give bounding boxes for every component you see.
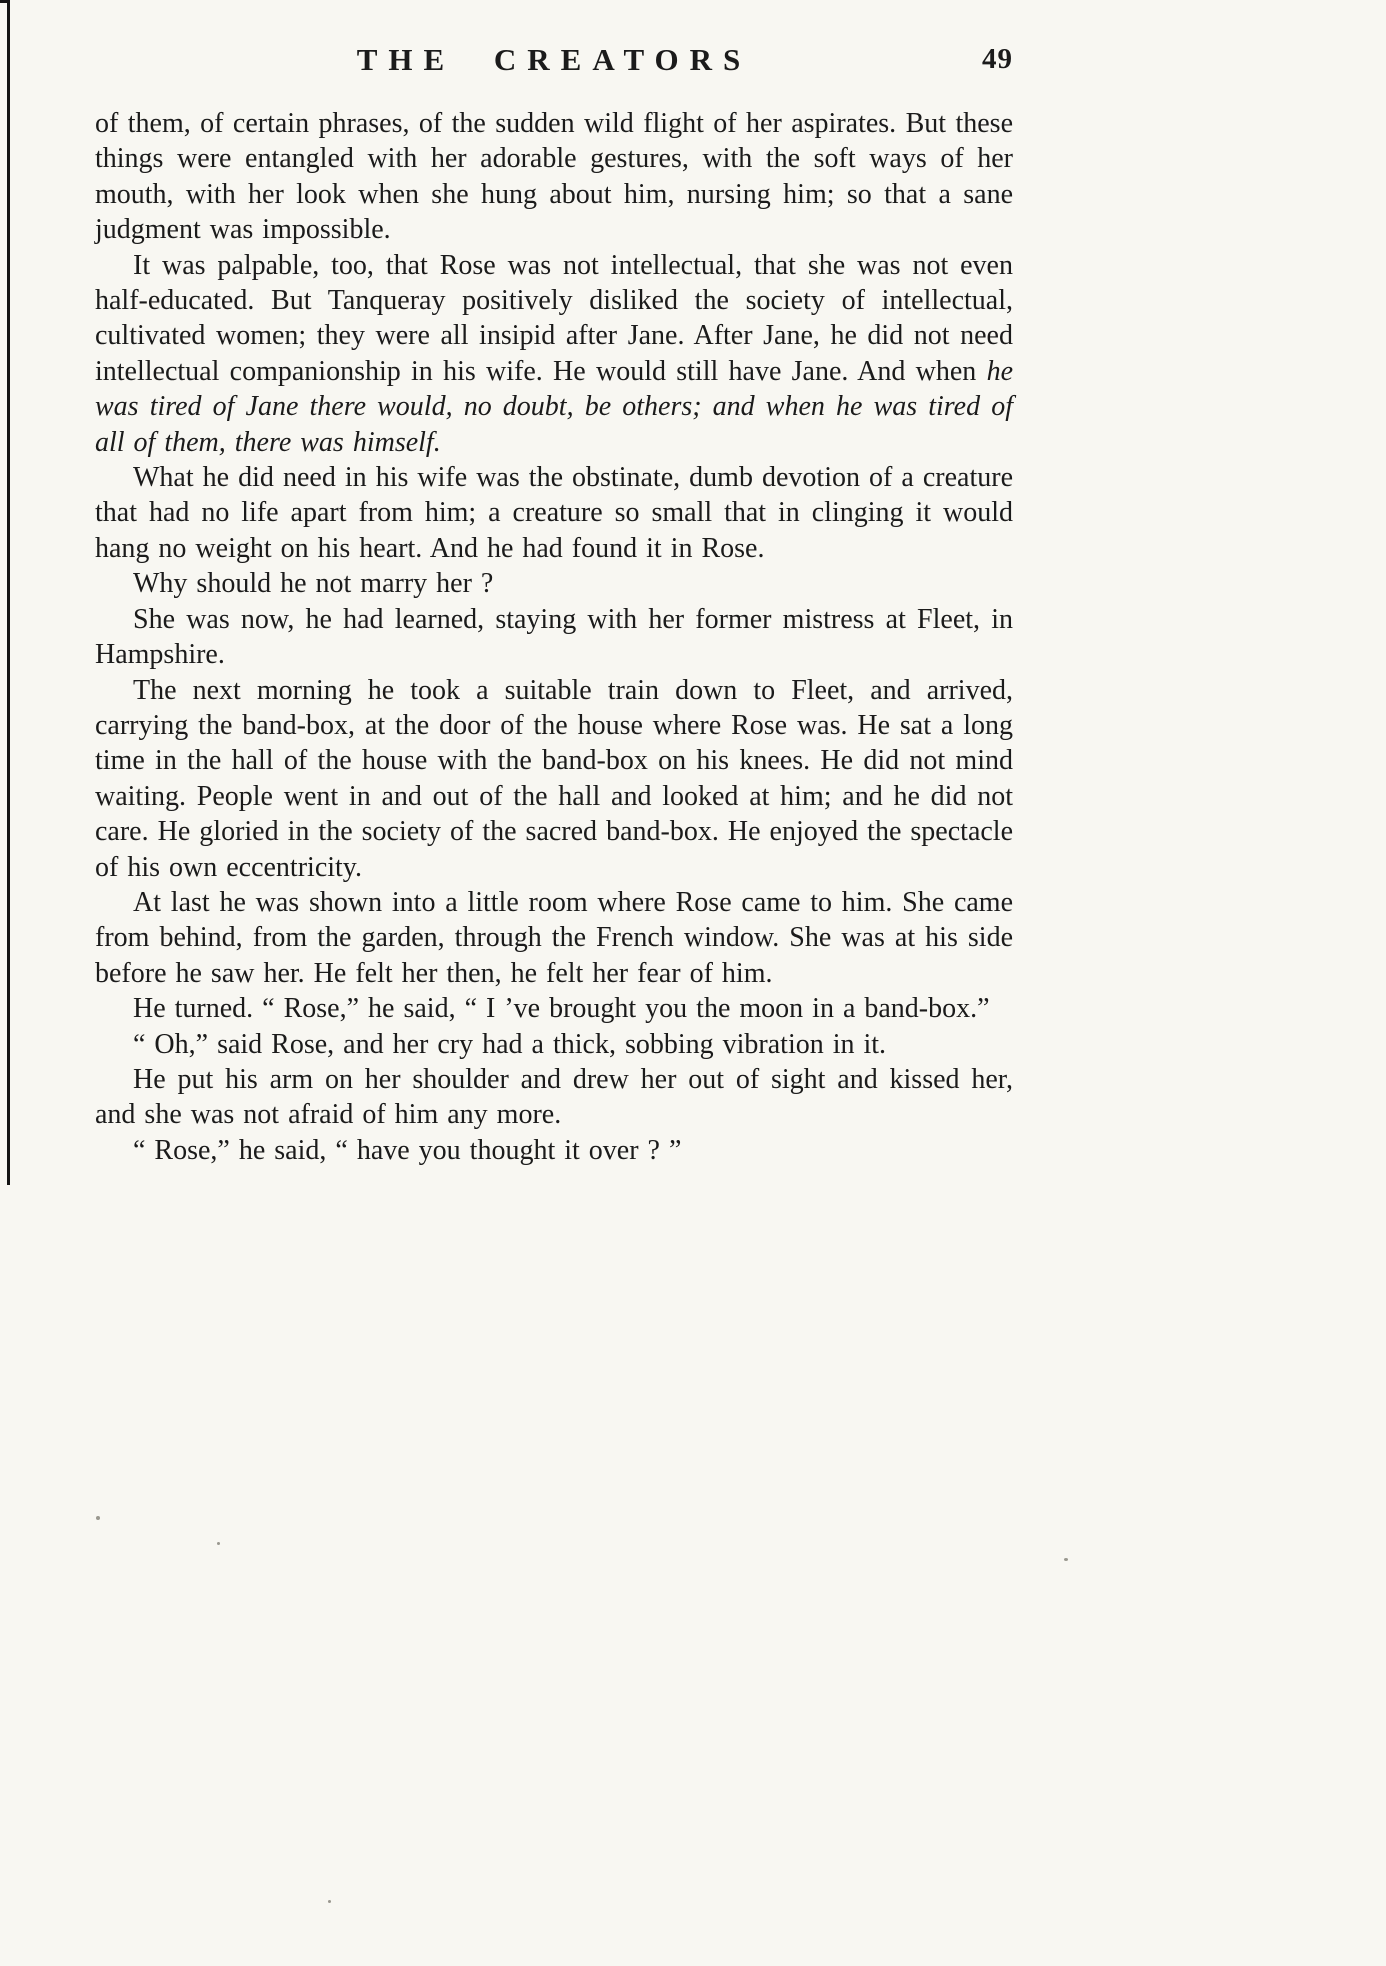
- scan-speck: [217, 1542, 220, 1545]
- scan-speck: [96, 1516, 100, 1520]
- scan-edge-line: [7, 0, 10, 1185]
- paragraph-text: “ Rose,” he said, “ have you thought it over ? ”: [133, 1134, 682, 1166]
- paragraph-text: He turned. “ Rose,” he said, “ I ’ve brought you the moon in a band-box.”: [133, 993, 990, 1025]
- paragraph-text: He put his arm on her shoulder and drew her out of sight and kissed her, and she was not afraid of him any more.: [95, 1063, 1013, 1131]
- paragraph: [95, 106, 1013, 248]
- paragraph-text: Why should he not marry her ?: [133, 568, 494, 600]
- paragraph: [95, 1133, 1013, 1168]
- paragraph-text: “ Oh,” said Rose, and her cry had a thick, sobbing vibration in it.: [133, 1028, 887, 1060]
- scan-speck: [328, 1900, 331, 1903]
- paragraph: [95, 602, 1013, 673]
- page-text: [95, 106, 1013, 1168]
- paragraph-text: What he did need in his wife was the obstinate, dumb devotion of a creature that had no life apart from him; a creature so small that in clinging it would hang no weight on his heart. And he had found it in Rose.: [95, 462, 1013, 564]
- page-header: [95, 42, 1013, 82]
- page-number: 49: [982, 43, 1013, 75]
- scan-speck: [1064, 1558, 1068, 1561]
- paragraph: [95, 991, 1013, 1026]
- paragraph: [95, 1027, 1013, 1062]
- paragraph-text: of them, of certain phrases, of the sudden wild flight of her aspirates. But these things were entangled with her adorable gestures, with the soft ways of her mouth, with her look when she hung about him, nursing him; so that a sane judgment was impossible.: [95, 108, 1013, 246]
- scan-edge-corner: [0, 0, 10, 3]
- running-title: THE CREATORS: [356, 42, 752, 77]
- paragraph-text: The next morning he took a suitable train down to Fleet, and arrived, carrying the band-box, at the door of the house where Rose was. He sat a long time in the hall of the house with the band-box on his knees. He did not mind waiting. People went in and out of the hall and looked at him; and he did not care. He gloried in the society of the sacred band-box. He enjoyed the spectacle of his own eccentricity.: [95, 674, 1013, 883]
- paragraph: [95, 566, 1013, 601]
- paragraph: [95, 460, 1013, 566]
- paragraph-text: She was now, he had learned, staying with her former mistress at Fleet, in Hampshire.: [95, 603, 1013, 671]
- paragraph: [95, 673, 1013, 885]
- paragraph: [95, 1062, 1013, 1133]
- paragraph: [95, 885, 1013, 991]
- paragraph: [95, 248, 1013, 460]
- paragraph-text-italic: he was tired of Jane there would, no doubt, be others; and when he was tired of all of them, there was himself.: [95, 355, 1013, 458]
- paragraph-text: At last he was shown into a little room where Rose came to him. She came from behind, from the garden, through the French window. She was at his side before he saw her. He felt her then, he felt her fear of him.: [95, 886, 1013, 989]
- paragraph-text: It was palpable, too, that Rose was not intellectual, that she was not even half-educated. But Tanqueray positively disliked the society of intellectual, cultivated women; they were all insipid after Jane. After Jane, he did not need intellectual companionship in his wife. He would still have Jane. And when: [95, 249, 1013, 387]
